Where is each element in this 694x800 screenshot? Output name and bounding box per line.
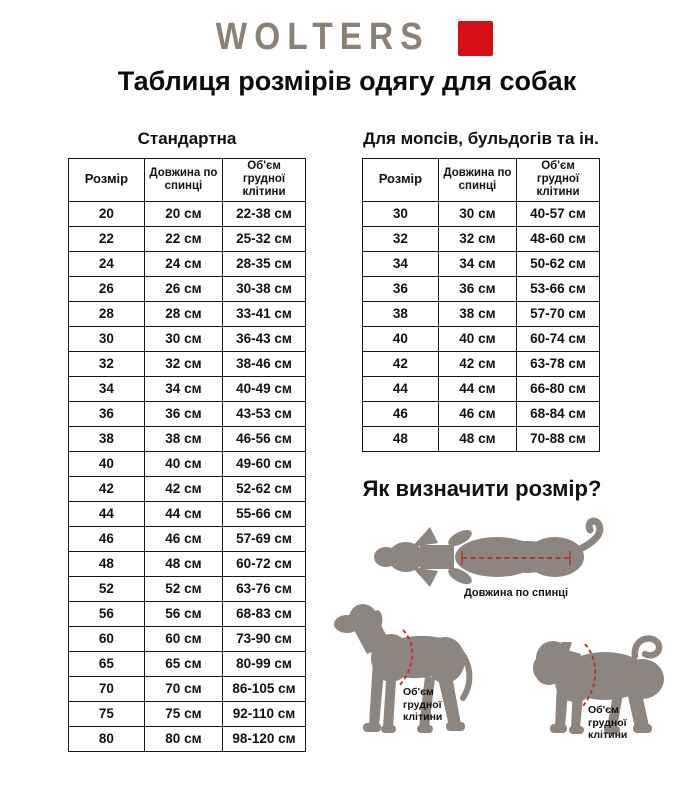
- table-cell: 48 см: [438, 426, 516, 451]
- table-cell: 28: [69, 301, 145, 326]
- table-row: [69, 351, 306, 376]
- table-cell: 30: [363, 201, 439, 226]
- table-row: [363, 201, 600, 226]
- back-length-label: Довжина по спинці: [463, 587, 569, 599]
- chest-column-header: Об'єм грудної клітини: [517, 159, 600, 202]
- table-row: [69, 401, 306, 426]
- table-cell: 36-43 см: [223, 326, 306, 351]
- table-cell: 43-53 см: [223, 401, 306, 426]
- table-cell: 44: [363, 376, 439, 401]
- table-cell: 33-41 см: [223, 301, 306, 326]
- chest-label: Об'єм грудної клітини: [588, 704, 628, 742]
- table-cell: 52-62 см: [223, 476, 306, 501]
- table-cell: 60: [69, 626, 145, 651]
- table-cell: 63-78 см: [517, 351, 600, 376]
- table-row: [363, 401, 600, 426]
- table-cell: 22: [69, 226, 145, 251]
- table-row: [69, 676, 306, 701]
- table-cell: 46: [363, 401, 439, 426]
- table-row: [69, 626, 306, 651]
- table-row: [69, 451, 306, 476]
- table-cell: 80 см: [144, 726, 222, 751]
- table-row: [69, 276, 306, 301]
- table-cell: 75 см: [144, 701, 222, 726]
- table-row: [69, 576, 306, 601]
- pug-sizes-table: [362, 158, 600, 452]
- pug-table-title: Для мопсів, бульдогів та ін.: [363, 129, 599, 148]
- table-cell: 36 см: [438, 276, 516, 301]
- table-cell: 34: [363, 251, 439, 276]
- table-cell: 28 см: [144, 301, 222, 326]
- table-cell: 80-99 см: [223, 651, 306, 676]
- brand-logo-text: WOLTERS: [215, 16, 430, 58]
- table-cell: 68-83 см: [223, 601, 306, 626]
- table-row: [69, 226, 306, 251]
- table-row: [363, 376, 600, 401]
- table-row: [363, 251, 600, 276]
- table-row: [69, 526, 306, 551]
- dog-top-view-illustration: [372, 517, 612, 595]
- table-cell: 75: [69, 701, 145, 726]
- table-cell: 40 см: [438, 326, 516, 351]
- table-cell: 73-90 см: [223, 626, 306, 651]
- table-cell: 25-32 см: [223, 226, 306, 251]
- table-cell: 24: [69, 251, 145, 276]
- table-cell: 86-105 см: [223, 676, 306, 701]
- table-header-row: [69, 159, 306, 202]
- table-row: [363, 326, 600, 351]
- chest-label: Об'єм грудної клітини: [403, 686, 443, 724]
- table-header-row: [363, 159, 600, 202]
- table-cell: 52 см: [144, 576, 222, 601]
- standard-sizes-table: [68, 158, 306, 752]
- table-cell: 38-46 см: [223, 351, 306, 376]
- table-cell: 56 см: [144, 601, 222, 626]
- table-row: [69, 601, 306, 626]
- table-cell: 46 см: [144, 526, 222, 551]
- table-cell: 57-70 см: [517, 301, 600, 326]
- pug-sizes-section: [362, 126, 600, 452]
- table-row: [69, 701, 306, 726]
- table-cell: 70-88 см: [517, 426, 600, 451]
- brand-logo-square-icon: [458, 21, 493, 56]
- table-cell: 22 см: [144, 226, 222, 251]
- table-cell: 44 см: [144, 501, 222, 526]
- table-row: [69, 551, 306, 576]
- table-cell: 92-110 см: [223, 701, 306, 726]
- table-row: [363, 426, 600, 451]
- table-cell: 36 см: [144, 401, 222, 426]
- table-row: [69, 201, 306, 226]
- back-length-column-header: Довжина по спинці: [144, 159, 222, 202]
- table-cell: 65 см: [144, 651, 222, 676]
- table-row: [69, 376, 306, 401]
- measure-guide-title: Як визначити розмір?: [362, 476, 602, 501]
- brand-logo: [0, 16, 694, 59]
- chest-column-header: Об'єм грудної клітини: [223, 159, 306, 202]
- table-cell: 24 см: [144, 251, 222, 276]
- table-row: [69, 301, 306, 326]
- table-cell: 46: [69, 526, 145, 551]
- table-row: [69, 476, 306, 501]
- table-cell: 34 см: [438, 251, 516, 276]
- table-cell: 50-62 см: [517, 251, 600, 276]
- table-cell: 20: [69, 201, 145, 226]
- table-cell: 52: [69, 576, 145, 601]
- table-cell: 38: [363, 301, 439, 326]
- table-cell: 44: [69, 501, 145, 526]
- table-cell: 26 см: [144, 276, 222, 301]
- table-cell: 38 см: [144, 426, 222, 451]
- table-cell: 49-60 см: [223, 451, 306, 476]
- table-cell: 48-60 см: [517, 226, 600, 251]
- table-cell: 30 см: [438, 201, 516, 226]
- table-cell: 42 см: [144, 476, 222, 501]
- table-cell: 22-38 см: [223, 201, 306, 226]
- table-cell: 34: [69, 376, 145, 401]
- table-row: [69, 426, 306, 451]
- table-cell: 46-56 см: [223, 426, 306, 451]
- table-cell: 32 см: [144, 351, 222, 376]
- standard-table-title: Стандартна: [137, 129, 237, 148]
- table-cell: 20 см: [144, 201, 222, 226]
- table-cell: 30-38 см: [223, 276, 306, 301]
- table-row: [69, 501, 306, 526]
- table-cell: 60 см: [144, 626, 222, 651]
- table-cell: 60-74 см: [517, 326, 600, 351]
- size-column-header: Розмір: [363, 159, 439, 202]
- table-cell: 46 см: [438, 401, 516, 426]
- table-row: [69, 251, 306, 276]
- table-cell: 40 см: [144, 451, 222, 476]
- table-cell: 56: [69, 601, 145, 626]
- table-cell: 38: [69, 426, 145, 451]
- table-row: [69, 651, 306, 676]
- table-cell: 42: [363, 351, 439, 376]
- standard-sizes-section: [68, 126, 306, 752]
- table-cell: 42 см: [438, 351, 516, 376]
- table-cell: 44 см: [438, 376, 516, 401]
- table-cell: 68-84 см: [517, 401, 600, 426]
- table-cell: 98-120 см: [223, 726, 306, 751]
- dog-top-view-icon: [372, 517, 612, 595]
- table-cell: 70 см: [144, 676, 222, 701]
- table-cell: 26: [69, 276, 145, 301]
- table-cell: 32: [363, 226, 439, 251]
- table-cell: 40-57 см: [517, 201, 600, 226]
- table-cell: 36: [69, 401, 145, 426]
- table-row: [363, 301, 600, 326]
- table-cell: 55-66 см: [223, 501, 306, 526]
- table-cell: 42: [69, 476, 145, 501]
- table-cell: 34 см: [144, 376, 222, 401]
- table-cell: 53-66 см: [517, 276, 600, 301]
- table-cell: 60-72 см: [223, 551, 306, 576]
- table-cell: 40: [363, 326, 439, 351]
- table-cell: 63-76 см: [223, 576, 306, 601]
- table-cell: 30 см: [144, 326, 222, 351]
- table-cell: 66-80 см: [517, 376, 600, 401]
- table-cell: 65: [69, 651, 145, 676]
- table-row: [363, 226, 600, 251]
- table-cell: 32: [69, 351, 145, 376]
- table-cell: 36: [363, 276, 439, 301]
- table-row: [363, 351, 600, 376]
- table-cell: 28-35 см: [223, 251, 306, 276]
- table-cell: 48 см: [144, 551, 222, 576]
- table-cell: 32 см: [438, 226, 516, 251]
- page-title: Таблиця розмірів одягу для собак: [117, 66, 577, 96]
- table-cell: 30: [69, 326, 145, 351]
- table-cell: 48: [363, 426, 439, 451]
- table-cell: 70: [69, 676, 145, 701]
- table-row: [69, 326, 306, 351]
- table-cell: 48: [69, 551, 145, 576]
- table-cell: 38 см: [438, 301, 516, 326]
- back-length-column-header: Довжина по спинці: [438, 159, 516, 202]
- table-row: [69, 726, 306, 751]
- table-cell: 80: [69, 726, 145, 751]
- table-cell: 40: [69, 451, 145, 476]
- table-row: [363, 276, 600, 301]
- table-cell: 57-69 см: [223, 526, 306, 551]
- table-cell: 40-49 см: [223, 376, 306, 401]
- size-column-header: Розмір: [69, 159, 145, 202]
